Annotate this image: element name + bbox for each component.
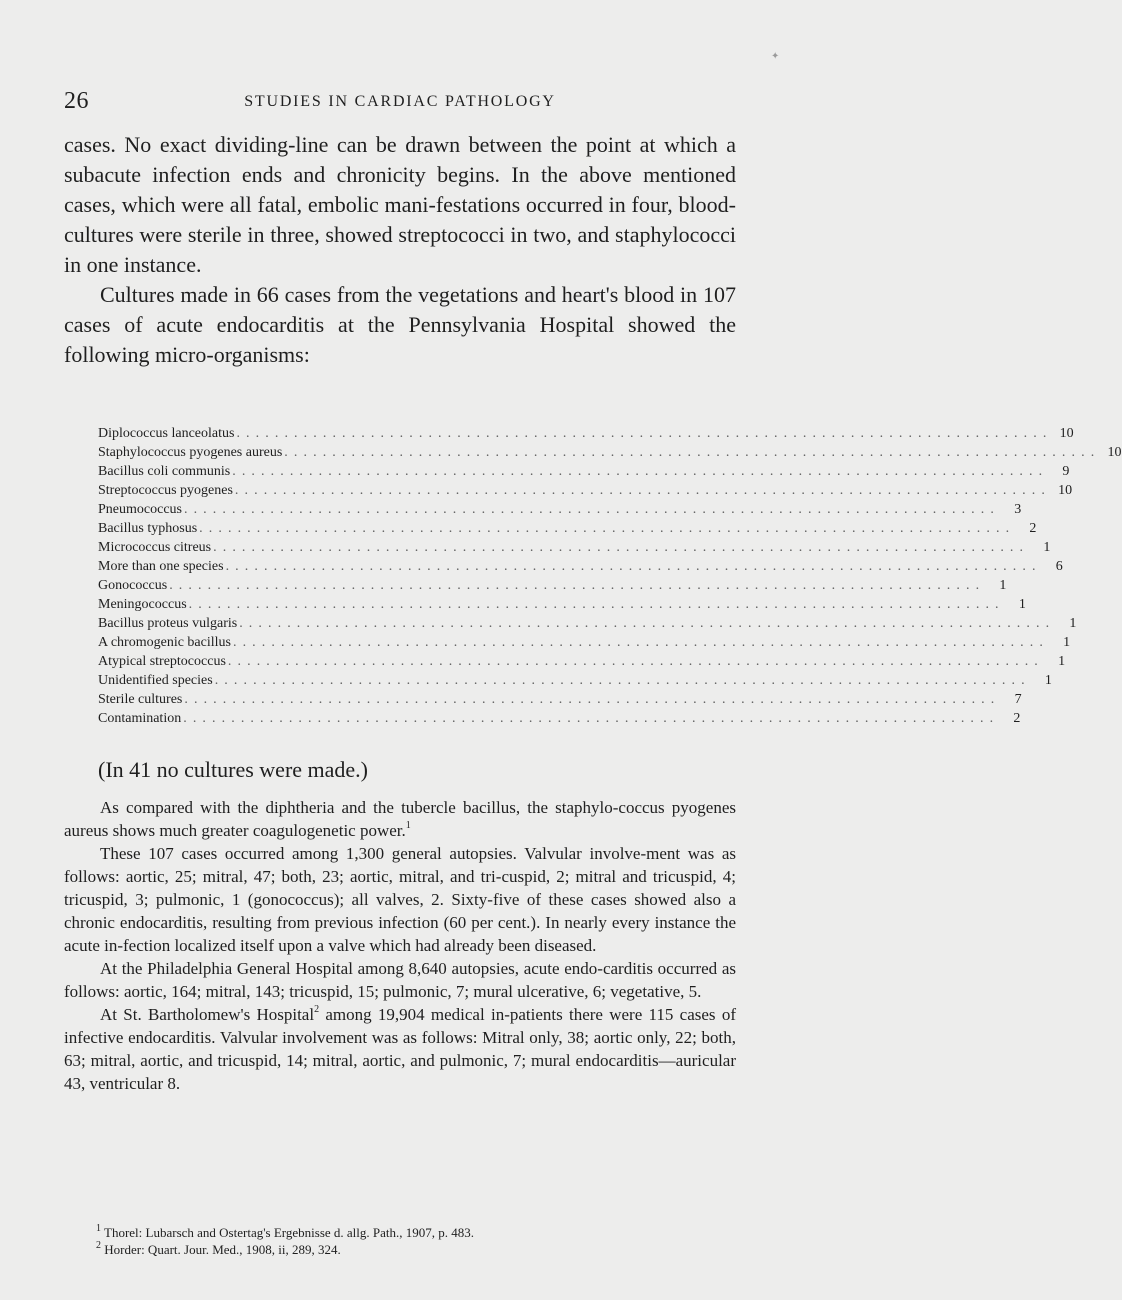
organism-count: 1 xyxy=(1018,597,1026,612)
organism-row-pneumococcus xyxy=(98,500,1022,519)
leader-dots: . . . . . . . . . . . . . . . . . . . . . . . . . . . . . . . . . . . . . . . . . . . . . . . . . . . . . . . . . . . . . . . . . . . . . . . . . . . . . . . . . . . . . xyxy=(232,635,1045,650)
organism-row-diplococcus xyxy=(98,424,1074,443)
organism-row-micrococcus xyxy=(98,538,1051,557)
footnote-2 xyxy=(96,1241,736,1258)
organism-count: 10 xyxy=(1107,445,1122,460)
organism-name: Bacillus coli communis xyxy=(98,464,231,479)
footnote-text: Thorel: Lubarsch and Ostertag's Ergebnisse d. allg. Path., 1907, p. 483. xyxy=(101,1225,475,1240)
page-header xyxy=(64,88,736,118)
organism-count: 1 xyxy=(1069,616,1077,631)
organism-row-typhosus xyxy=(98,519,1037,538)
footnote-text: Horder: Quart. Jour. Med., 1908, ii, 289, 324. xyxy=(101,1242,341,1257)
organism-row-sterile xyxy=(98,690,1022,709)
organism-count: 1 xyxy=(1063,635,1071,650)
leader-dots: . . . . . . . . . . . . . . . . . . . . . . . . . . . . . . . . . . . . . . . . . . . . . . . . . . . . . . . . . . . . . . . . . . . . . . . . . . . . . . . . . . . . . xyxy=(183,711,995,726)
paragraph-cultures: Cultures made in 66 cases from the vegetations and heart's blood in 107 cases of acute endocarditis at the Pennsylvania Hospital showed the following micro-organisms: xyxy=(64,282,736,367)
organism-count: 9 xyxy=(1062,464,1070,479)
organism-row-staphylococcus xyxy=(98,443,1122,462)
paragraph-philadelphia: At the Philadelphia General Hospital among 8,640 autopsies, acute endo-carditis occurred as follows: aortic, 164; mitral, 143; tricuspid, 15; pulmonic, 7; mural ulcerative, 6; vegetative, 5. xyxy=(64,959,736,1001)
footnote-1 xyxy=(96,1224,736,1241)
organism-name: Micrococcus citreus xyxy=(98,540,212,555)
secondary-text xyxy=(64,796,736,1095)
organism-count: 7 xyxy=(1014,692,1022,707)
organism-row-more-species xyxy=(98,557,1063,576)
organism-count: 2 xyxy=(1029,521,1037,536)
footnotes xyxy=(96,1224,736,1258)
footnote-marker: 1 xyxy=(96,1222,101,1234)
page-mark: ✦ xyxy=(771,51,780,62)
leader-dots: . . . . . . . . . . . . . . . . . . . . . . . . . . . . . . . . . . . . . . . . . . . . . . . . . . . . . . . . . . . . . . . . . . . . . . . . . . . . . . . . . . . . . xyxy=(284,445,1096,460)
footnote-marker: 2 xyxy=(96,1239,101,1251)
paragraph-compared-text: As compared with the diphtheria and the tubercle bacillus, the staphylo-coccus pyogenes aureus shows much greater coagulogenetic power. xyxy=(64,798,736,840)
organism-name: Diplococcus lanceolatus xyxy=(98,426,235,441)
organism-row-contamination xyxy=(98,709,1021,728)
page-number: 26 xyxy=(64,88,89,114)
organism-row-chromogenic xyxy=(98,633,1071,652)
leader-dots: . . . . . . . . . . . . . . . . . . . . . . . . . . . . . . . . . . . . . . . . . . . . . . . . . . . . . . . . . . . . . . . . . . . . . . . . . . . . . . . . . . . . . xyxy=(239,616,1051,631)
organism-row-streptococcus xyxy=(98,481,1073,500)
paragraph-bartholomew-start: At St. Bartholomew's Hospital xyxy=(100,1005,315,1024)
paragraph-autopsies: These 107 cases occurred among 1,300 general autopsies. Valvular involve-ment was as follows: aortic, 25; mitral, 47; both, 23; aortic, mitral, and tri-cuspid, 2; mitral and tricuspid, 4; tricuspid, 3; pulmonic, 1 (gonococcus); all valves, 2. Sixty-five of these cases showed also a chronic endocarditis, resulting from previous infection (60 per cent.). In nearly every instance the acute in-fection localized itself upon a valve which had already been diseased. xyxy=(64,844,736,955)
organism-name: Bacillus proteus vulgaris xyxy=(98,616,238,631)
leader-dots: . . . . . . . . . . . . . . . . . . . . . . . . . . . . . . . . . . . . . . . . . . . . . . . . . . . . . . . . . . . . . . . . . . . . . . . . . . . . . . . . . . . . . xyxy=(169,578,981,593)
organism-name: Sterile cultures xyxy=(98,692,183,707)
organism-row-atypical xyxy=(98,652,1066,671)
main-text xyxy=(64,130,736,370)
organism-count: 1 xyxy=(999,578,1007,593)
paragraph-compared xyxy=(64,796,736,842)
paragraph-cases: cases. No exact dividing-line can be drawn between the point at which a subacute infection ends and chronicity begins. In the above mentioned cases, which were all fatal, embolic mani-festations occurred in four, blood-cultures were sterile in three, showed streptococci in two, and staphylococci in one instance. xyxy=(64,132,736,277)
leader-dots: . . . . . . . . . . . . . . . . . . . . . . . . . . . . . . . . . . . . . . . . . . . . . . . . . . . . . . . . . . . . . . . . . . . . . . . . . . . . . . . . . . . . . xyxy=(214,673,1026,688)
organism-name: Staphylococcus pyogenes aureus xyxy=(98,445,283,460)
leader-dots: . . . . . . . . . . . . . . . . . . . . . . . . . . . . . . . . . . . . . . . . . . . . . . . . . . . . . . . . . . . . . . . . . . . . . . . . . . . . . . . . . . . . . xyxy=(183,502,996,517)
footnote-ref-2: 2 xyxy=(314,1004,320,1016)
organism-name: Meningococcus xyxy=(98,597,187,612)
footnote-ref-1: 1 xyxy=(405,820,411,832)
organism-name: Pneumococcus xyxy=(98,502,182,517)
organism-name: Streptococcus pyogenes xyxy=(98,483,233,498)
organism-count: 6 xyxy=(1055,559,1063,574)
organism-count: 1 xyxy=(1058,654,1066,669)
organism-row-gonococcus xyxy=(98,576,1007,595)
organism-name: Gonococcus xyxy=(98,578,168,593)
organism-row-bacillus-coli xyxy=(98,462,1070,481)
leader-dots: . . . . . . . . . . . . . . . . . . . . . . . . . . . . . . . . . . . . . . . . . . . . . . . . . . . . . . . . . . . . . . . . . . . . . . . . . . . . . . . . . . . . . xyxy=(184,692,996,707)
leader-dots: . . . . . . . . . . . . . . . . . . . . . . . . . . . . . . . . . . . . . . . . . . . . . . . . . . . . . . . . . . . . . . . . . . . . . . . . . . . . . . . . . . . . . xyxy=(232,464,1044,479)
organism-count: 3 xyxy=(1014,502,1022,517)
organism-name: Bacillus typhosus xyxy=(98,521,198,536)
organism-row-meningococcus xyxy=(98,595,1026,614)
organism-row-unidentified xyxy=(98,671,1052,690)
leader-dots: . . . . . . . . . . . . . . . . . . . . . . . . . . . . . . . . . . . . . . . . . . . . . . . . . . . . . . . . . . . . . . . . . . . . . . . . . . . . . . . . . . . . . xyxy=(225,559,1037,574)
organism-row-proteus xyxy=(98,614,1077,633)
organism-count: 2 xyxy=(1013,711,1021,726)
paragraph-bartholomew-rest: among 19,904 medical in-patients there were 115 cases of infective endocarditis. Valvular involvement was as follows: Mitral only, 38; aortic only, 22; both, 63; mitral, aortic, and tricuspid, 14; mitral, aortic, and pulmonic, 7; mural endocarditis—auricular 43, ventricular 8. xyxy=(64,1005,736,1093)
organism-table xyxy=(98,424,1122,728)
paragraph-bartholomew xyxy=(64,1003,736,1095)
organism-name: Unidentified species xyxy=(98,673,213,688)
organism-count: 1 xyxy=(1043,540,1051,555)
organism-name: Contamination xyxy=(98,711,182,726)
no-cultures-note: (In 41 no cultures were made.) xyxy=(98,757,369,782)
leader-dots: . . . . . . . . . . . . . . . . . . . . . . . . . . . . . . . . . . . . . . . . . . . . . . . . . . . . . . . . . . . . . . . . . . . . . . . . . . . . . . . . . . . . . xyxy=(236,426,1048,441)
organism-name: More than one species xyxy=(98,559,224,574)
organism-count: 10 xyxy=(1059,426,1074,441)
leader-dots: . . . . . . . . . . . . . . . . . . . . . . . . . . . . . . . . . . . . . . . . . . . . . . . . . . . . . . . . . . . . . . . . . . . . . . . . . . . . . . . . . . . . . xyxy=(227,654,1040,669)
leader-dots: . . . . . . . . . . . . . . . . . . . . . . . . . . . . . . . . . . . . . . . . . . . . . . . . . . . . . . . . . . . . . . . . . . . . . . . . . . . . . . . . . . . . . xyxy=(213,540,1025,555)
running-head: STUDIES IN CARDIAC PATHOLOGY xyxy=(244,93,556,110)
organism-name: Atypical streptococcus xyxy=(98,654,226,669)
leader-dots: . . . . . . . . . . . . . . . . . . . . . . . . . . . . . . . . . . . . . . . . . . . . . . . . . . . . . . . . . . . . . . . . . . . . . . . . . . . . . . . . . . . . . xyxy=(188,597,1000,612)
leader-dots: . . . . . . . . . . . . . . . . . . . . . . . . . . . . . . . . . . . . . . . . . . . . . . . . . . . . . . . . . . . . . . . . . . . . . . . . . . . . . . . . . . . . . xyxy=(199,521,1011,536)
organism-name: A chromogenic bacillus xyxy=(98,635,231,650)
organism-count: 1 xyxy=(1044,673,1052,688)
leader-dots: . . . . . . . . . . . . . . . . . . . . . . . . . . . . . . . . . . . . . . . . . . . . . . . . . . . . . . . . . . . . . . . . . . . . . . . . . . . . . . . . . . . . . xyxy=(234,483,1047,498)
organism-count: 10 xyxy=(1058,483,1073,498)
